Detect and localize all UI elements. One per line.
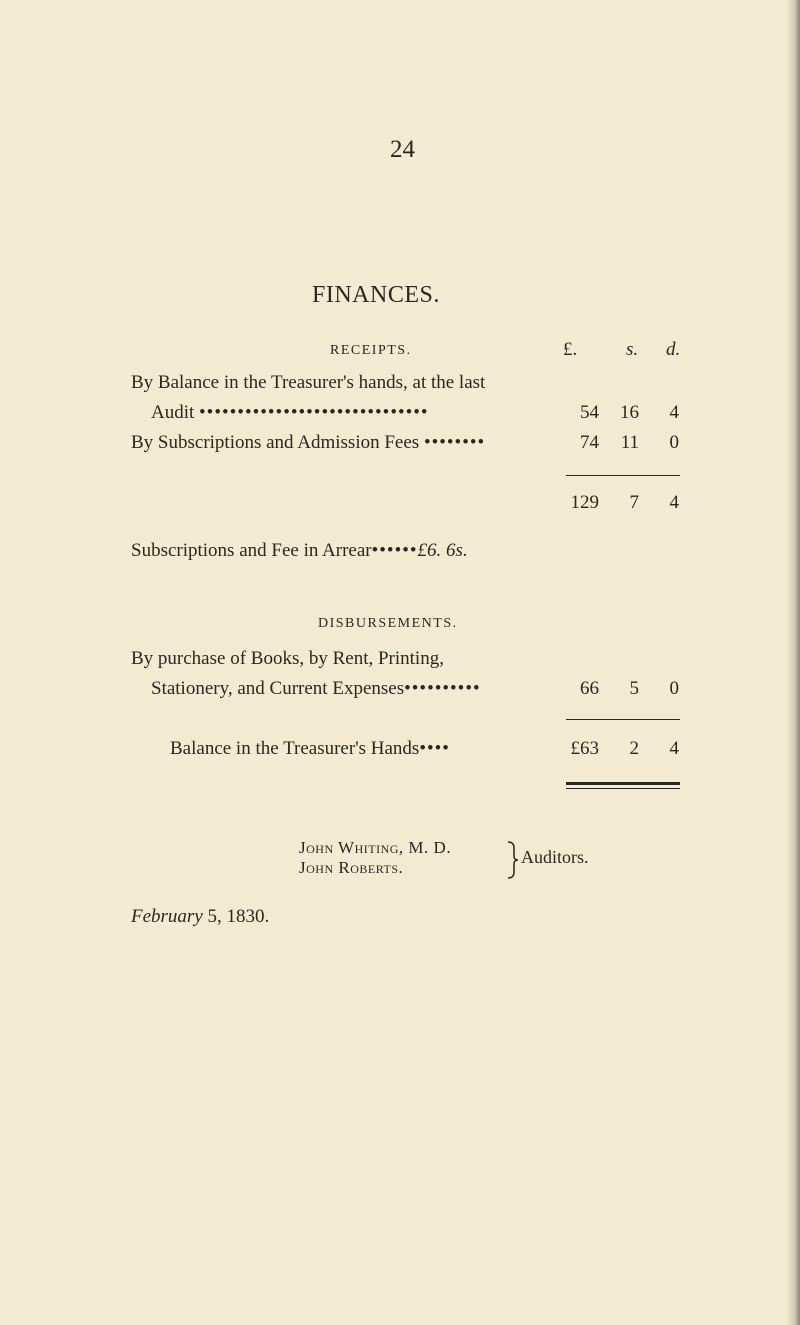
audit-shillings: 16 [620,402,639,423]
sum-rule [566,475,680,476]
total-pence: 4 [669,492,679,513]
disbursements-heading: DISBURSEMENTS. [318,616,458,631]
disbursement-line-expenses [151,678,481,700]
expenses-pence: 0 [669,678,679,699]
arrears-line [131,540,468,562]
expenses-shillings: 5 [629,678,639,699]
receipts-heading: RECEIPTS. [330,343,412,358]
balance-text: Balance in the Treasurer's Hands [170,738,420,759]
subscriptions-shillings: 11 [620,432,639,453]
date-line [131,906,269,928]
double-rule-bottom [566,788,680,789]
balance-pounds: £63 [570,738,599,759]
page-edge-shadow [786,0,800,1325]
pounds-header: £. [563,339,578,360]
leader-dots: •••••••••• [404,678,481,699]
balance-pence: 4 [669,738,679,759]
receipt-line-subscriptions [131,432,485,454]
receipt-line-balance: By Balance in the Treasurer's hands, at the last [131,372,486,393]
difference-rule [566,719,680,720]
arrears-text: Subscriptions and Fee in Arrear [131,540,372,561]
auditors-label: Auditors. [521,847,589,867]
balance-line [170,738,450,760]
shillings-header: s. [626,339,639,360]
brace-icon [506,840,520,880]
auditor-name-1: John Whiting, M. D. [299,838,452,857]
page-number: 24 [390,136,415,163]
leader-dots: •••• [419,738,450,759]
disbursement-line-purchase: By purchase of Books, by Rent, Printing, [131,648,444,669]
date-month: February [131,906,203,927]
subscriptions-pence: 0 [669,432,679,453]
date-rest: 5, 1830. [207,906,270,927]
total-pounds: 129 [570,492,599,513]
receipt-audit-text: Audit [151,402,195,423]
receipt-subscriptions-text: By Subscriptions and Admission Fees [131,432,420,453]
subscriptions-pounds: 74 [580,432,599,453]
receipt-line-audit [151,402,429,424]
disbursement-expenses-text: Stationery, and Current Expenses [151,678,405,699]
double-rule-top [566,782,680,785]
audit-pence: 4 [669,402,679,423]
leader-dots: •••••• [371,540,418,561]
expenses-pounds: 66 [580,678,599,699]
auditor-name-2: John Roberts. [299,858,404,877]
audit-pounds: 54 [580,402,599,423]
leader-dots: •••••••• [423,432,486,453]
total-shillings: 7 [629,492,639,513]
page-title: FINANCES. [312,282,440,308]
arrears-amount: £6. 6s. [417,540,468,561]
leader-dots: •••••••••••••••••••••••••••••• [199,402,429,423]
balance-shillings: 2 [629,738,639,759]
pence-header: d. [666,339,681,360]
